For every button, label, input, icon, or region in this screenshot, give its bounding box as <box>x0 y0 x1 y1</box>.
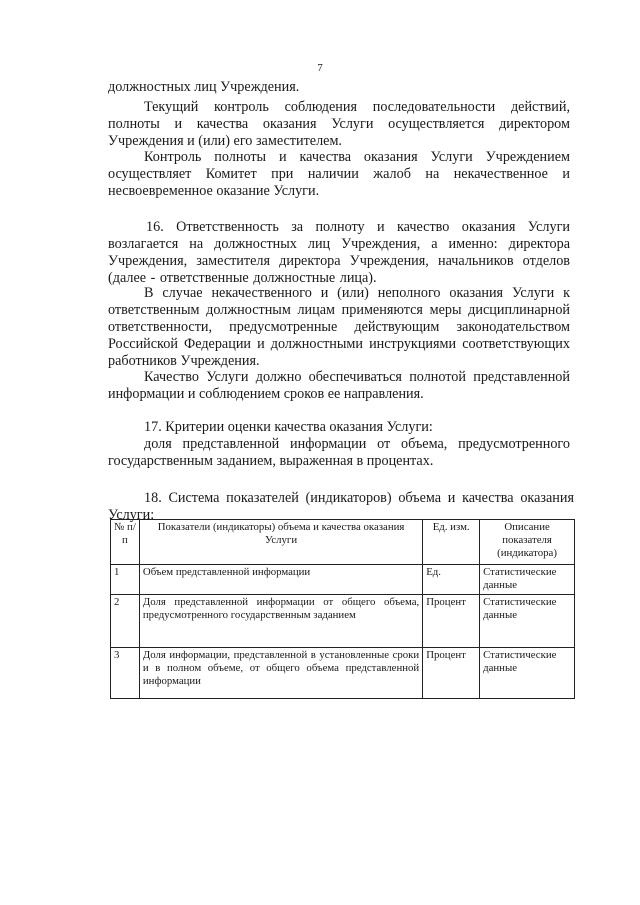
column-header-indicator: Показатели (индикаторы) объема и качества оказания Услуги <box>139 520 422 565</box>
paragraph-quality-assurance: Качество Услуги должно обеспечиваться полнотой представленной информации и соблюдением сроков ее направления. <box>108 369 570 402</box>
paragraph-disciplinary-measures: В случае некачественного и (или) неполного оказания Услуги к ответственным должностным лицам применяются меры дисциплинарной ответственности, предусмотренные действующим законодательством Российской Федерации и должностными инструкциями соответствующих работников Учреждения. <box>108 285 570 369</box>
cell-unit: Процент <box>423 595 480 648</box>
paragraph-continuation: должностных лиц Учреждения. <box>108 79 300 95</box>
section-17-criterion: доля представленной информации от объема, предусмотренного государственным заданием, выраженная в процентах. <box>108 436 570 469</box>
paragraph-control-by-committee: Контроль полноты и качества оказания Услуги Учреждением осуществляет Комитет при наличии жалоб на некачественное и несвоевременное оказание Услуги. <box>108 149 570 199</box>
cell-indicator: Объем представленной информации <box>139 565 422 595</box>
cell-description: Статистические данные <box>480 648 575 699</box>
table-row <box>111 648 575 699</box>
column-header-unit: Ед. изм. <box>423 520 480 565</box>
table-row <box>111 565 575 595</box>
column-header-number: № п/п <box>111 520 140 565</box>
paragraph-current-control: Текущий контроль соблюдения последовательности действий, полноты и качества оказания Услуги осуществляется директором Учреждения и (или) его заместителем. <box>108 99 570 149</box>
column-header-description: Описание показателя (индикатора) <box>480 520 575 565</box>
section-16-responsibility: 16. Ответственность за полноту и качество оказания Услуги возлагается на должностных лиц Учреждения, а именно: директора Учреждения, заместителя директора Учреждения, начальников отделов (далее - ответственные должностные лица). <box>108 219 570 286</box>
cell-number: 3 <box>111 648 140 699</box>
section-18-heading: 18. Система показателей (индикаторов) объема и качества оказания Услуги: <box>108 490 574 523</box>
table-header-row <box>111 520 575 565</box>
page-number: 7 <box>317 62 323 74</box>
cell-indicator: Доля информации, представленной в установленные сроки и в полном объеме, от общего объема представленной информации <box>139 648 422 699</box>
cell-description: Статистические данные <box>480 565 575 595</box>
cell-number: 2 <box>111 595 140 648</box>
cell-indicator: Доля представленной информации от общего объема, предусмотренного государственным заданием <box>139 595 422 648</box>
cell-number: 1 <box>111 565 140 595</box>
cell-unit: Ед. <box>423 565 480 595</box>
cell-unit: Процент <box>423 648 480 699</box>
table-row <box>111 595 575 648</box>
cell-description: Статистические данные <box>480 595 575 648</box>
indicators-table <box>110 519 575 699</box>
section-17-heading: 17. Критерии оценки качества оказания Услуги: <box>144 419 433 435</box>
